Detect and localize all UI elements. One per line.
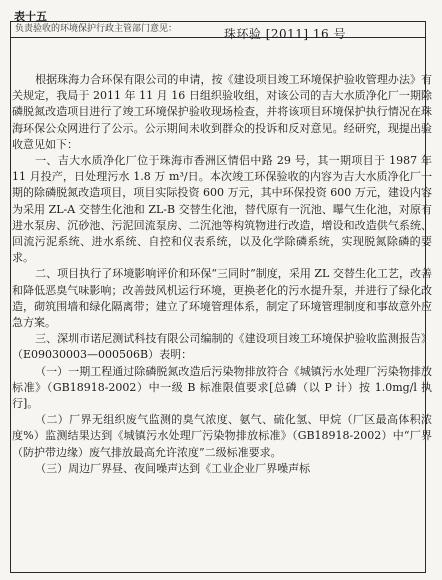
- opinion-body: [12, 72, 432, 477]
- paragraph-sub-3: （三）周边厂界昼、夜间噪声达到《工业企业厂界噪声标: [35, 461, 311, 475]
- paragraph-item-3: 三、深圳市诺尼测试科技有限公司编制的《建设项目竣工环境保护验收监测报告》（E09030003—000506B）表明：: [12, 332, 432, 362]
- paragraph-item-1: 一、吉大水质净化厂位于珠海市香洲区情侣中路 29 号，其一期项目于 1987 年 11 月投产，日处理污水 1.8 万 m³/日。本次竣工环保验收的内容为吉大水质净化厂一期的除磷脱氮改造项目，项目实际投资 600 万元，其中环保投资 600 万元，建设内容为采用 ZL-A 交替生化池和 ZL-B 交替生化池，替代原有一沉池、曝气生化池，对原有进水泵房、沉砂池、污泥回流泵房、二沉池等构筑物进行改造，增设和改造供气系统、回流污泥系统、进水系统、自控和仪表系统，以及化学除磷系统，实现脱氮除磷的要求。: [12, 154, 432, 265]
- paragraph-intro: 根据珠海力合环保有限公司的申请，按《建设项目竣工环境保护验收管理办法》有关规定，我局于 2011 年 11 月 16 日组织验收组，对该公司的吉大水质净化厂一期除磷脱氮改造项目进行了竣工环境保护验收现场检查，并将该项目环境保护执行情况在珠海环保公众网进行了公示。公示期间未收到群众的投诉和反对意见。经研究，现提出验收意见如下：: [12, 73, 432, 151]
- paragraph-sub-2: （二）厂界无组织废气监测的臭气浓度、氨气、硫化氢、甲烷（厂区最高体积浓度%）监测结果达到《城镇污水处理厂污染物排放标准》（GB18918-2002）中“厂界（防护带边缘）废气排放最高允许浓度”二级标准要求。: [12, 413, 432, 459]
- paragraph-item-2: 二、项目执行了环境影响评价和环保“三同时”制度，采用 ZL 交替生化工艺，改善和降低恶臭气味影响；改善鼓风机运行环境，更换老化的污水提升泵，并进行了绿化改造，砌筑围墙和绿化隔离带；建立了环境管理体系，制定了环境管理制度和事故意外应急方案。: [12, 267, 432, 330]
- document-number: 珠环验 [2011] 16 号: [223, 27, 346, 41]
- paragraph-sub-1: （一）一期工程通过除磷脱氮改造后污染物排放符合《城镇污水处理厂污染物排放标准》（GB18918-2002）中一级 B 标准限值要求[总磷（以 P 计）按 1.0mg/l 执行]。: [12, 364, 432, 411]
- frame-header: 负责验收的环境保护行政主管部门意见：: [11, 22, 425, 38]
- table-label: 表十五: [14, 10, 47, 23]
